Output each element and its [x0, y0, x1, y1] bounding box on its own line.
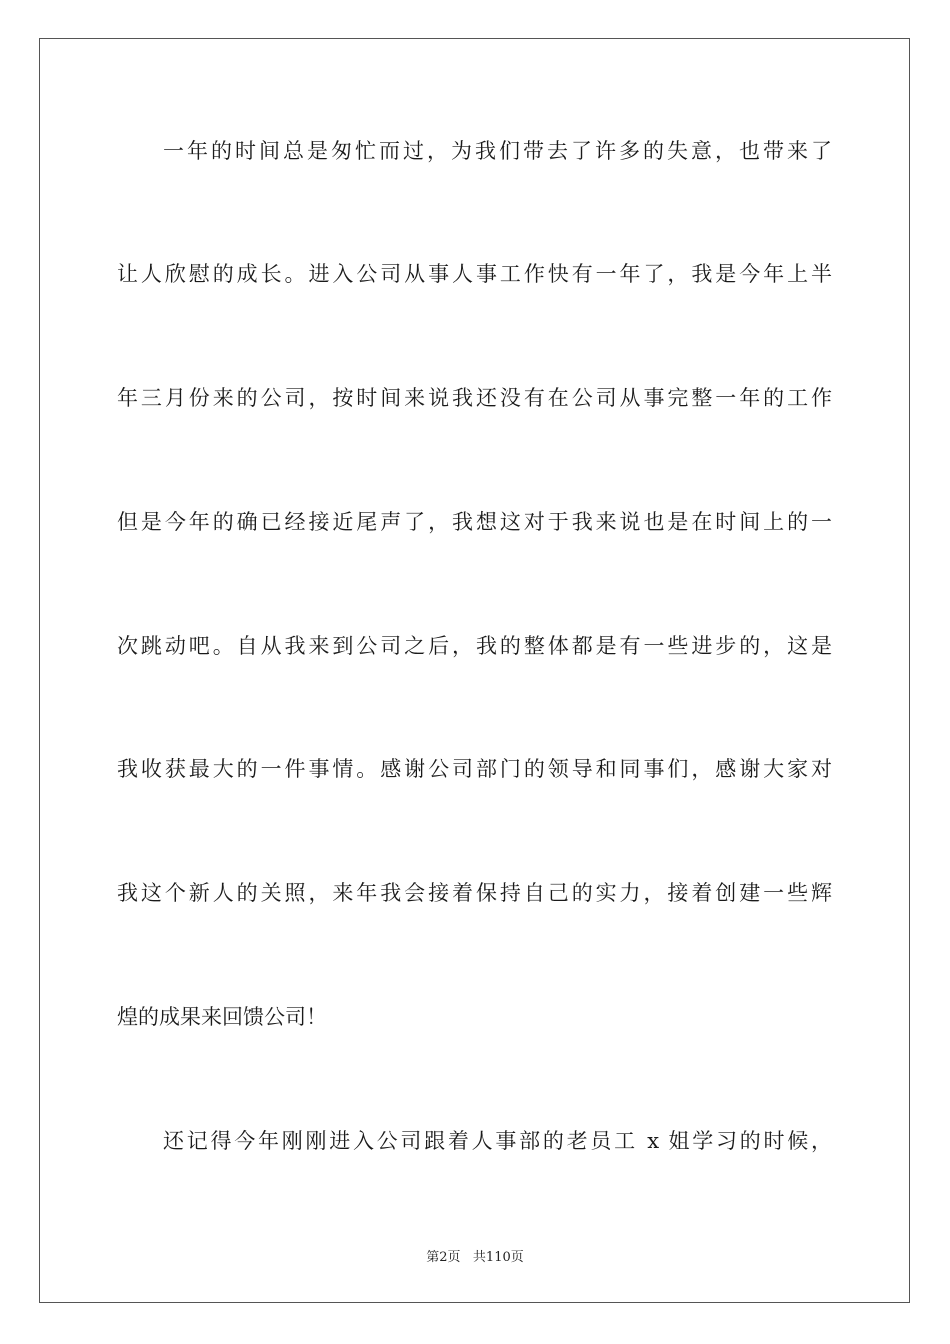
paragraph-1-line-2: 让人欣慰的成长。进入公司从事人事工作快有一年了，我是今年上半 — [117, 262, 832, 286]
page-footer — [0, 1246, 950, 1265]
paragraph-1-line-8: 煌的成果来回馈公司！ — [117, 1005, 327, 1029]
paragraph-1-line-1: 一年的时间总是匆忙而过，为我们带去了许多的失意，也带来了 — [163, 139, 832, 163]
paragraph-1-line-7: 我这个新人的关照，来年我会接着保持自己的实力，接着创建一些辉 — [117, 881, 832, 905]
page-border — [39, 38, 910, 1303]
paragraph-1-line-5: 次跳动吧。自从我来到公司之后，我的整体都是有一些进步的，这是 — [117, 634, 832, 658]
paragraph-1-line-3: 年三月份来的公司，按时间来说我还没有在公司从事完整一年的工作 — [117, 386, 832, 410]
footer-spacer — [461, 1250, 473, 1265]
page-total: 共110页 — [472, 1250, 524, 1265]
paragraph-2-line-1: 还记得今年刚刚进入公司跟着人事部的老员工 x 姐学习的时候， — [163, 1129, 832, 1153]
page-number: 第2页 — [426, 1250, 461, 1265]
paragraph-1-line-4: 但是今年的确已经接近尾声了，我想这对于我来说也是在时间上的一 — [117, 510, 832, 534]
paragraph-1-line-6: 我收获最大的一件事情。感谢公司部门的领导和同事们，感谢大家对 — [117, 757, 832, 781]
